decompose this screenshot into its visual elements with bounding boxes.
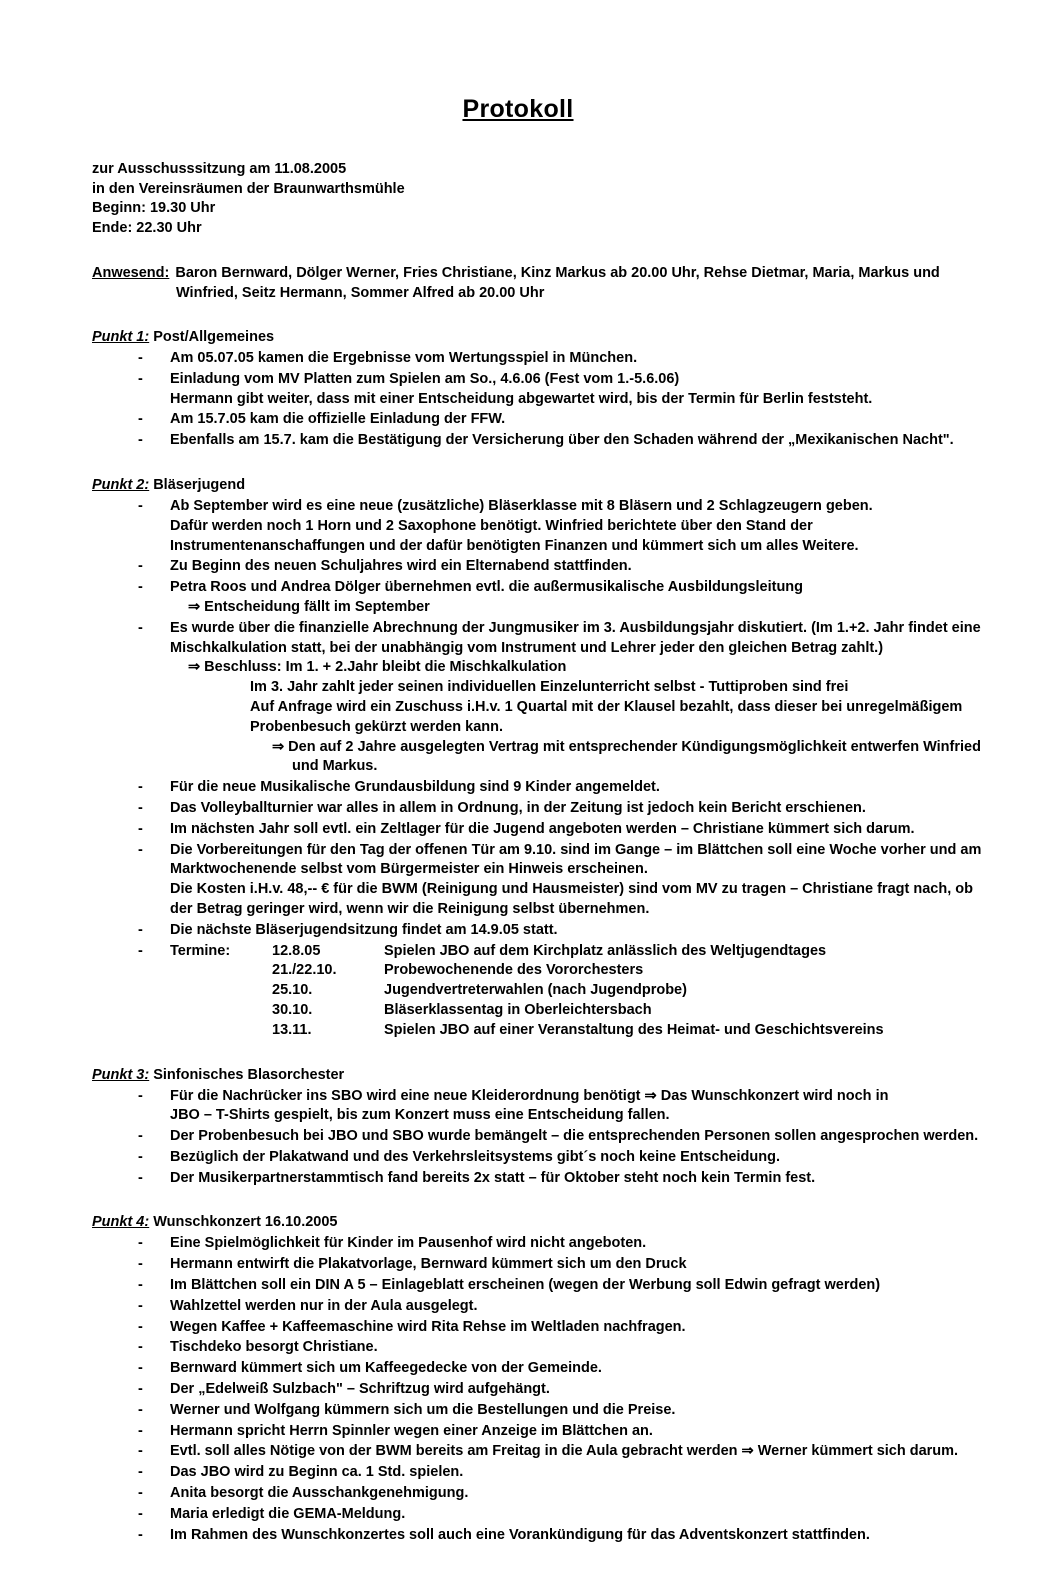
punkt-1-title: Post/Allgemeines [153, 329, 275, 345]
list-item [92, 619, 996, 777]
list-item-continuation: Marktwochenende selbst vom Bürgermeister ein Hinweis erscheinen. [170, 861, 648, 878]
list-item [92, 1401, 996, 1421]
list-item-text: Einladung vom MV Platten zum Spielen am So., 4.6.06 (Fest vom 1.-5.6.06) [170, 370, 680, 387]
list-item [92, 1127, 996, 1147]
meta-line-location: in den Vereinsräumen der Braunwarthsmühle [92, 180, 405, 197]
section-punkt-3 [92, 1065, 996, 1189]
attendees-label: Anwesend: [92, 265, 170, 281]
beschluss-line-2: Im 3. Jahr zahlt jeder seinen individuellen Einzelunterricht selbst - Tuttiproben sind frei [250, 679, 849, 696]
list-item-text: Die Vorbereitungen für den Tag der offenen Tür am 9.10. sind im Gange – im Blättchen soll eine Woche vorher und am [170, 841, 982, 858]
termine-date: 13.11. [272, 1021, 312, 1038]
list-item-continuation-2: Instrumentenanschaffungen und der dafür benötigten Finanzen und kümmert sich um alles Weitere. [170, 537, 859, 554]
list-item-continuation-2: Die Kosten i.H.v. 48,-- € für die BWM (Reinigung und Hausmeister) sind vom MV zu tragen – Christiane fragt nach, ob [170, 881, 973, 898]
list-item [92, 1087, 996, 1127]
punkt-4-title: Wunschkonzert 16.10.2005 [153, 1214, 338, 1231]
list-item [92, 820, 996, 840]
termine-label-spacer [170, 981, 272, 1001]
termine-date: 30.10. [272, 1001, 313, 1018]
punkt-4-label: Punkt 4: [92, 1214, 150, 1231]
list-item-text: Hermann entwirft die Plakatvorlage, Bernward kümmert sich um den Druck [170, 1256, 687, 1273]
list-item-text: Anita besorgt die Ausschankgenehmigung. [170, 1485, 469, 1502]
punkt-2-label: Punkt 2: [92, 476, 150, 493]
spacer [92, 1192, 996, 1212]
list-item-text: Hermann spricht Herrn Spinnler wegen einer Anzeige im Blättchen an. [170, 1422, 653, 1439]
list-item-text: Der Probenbesuch bei JBO und SBO wurde bemängelt – die entsprechenden Personen sollen angesprochen werden. [170, 1128, 979, 1145]
beschluss-line-5: ⇒ Den auf 2 Jahre ausgelegten Vertrag mit entsprechender Kündigungsmöglichkeit entwerfen Winfried [272, 738, 981, 755]
list-item-continuation: Hermann gibt weiter, dass mit einer Entscheidung abgewartet wird, bis der Termin für Berlin feststeht. [170, 390, 873, 407]
termine-description: Probewochenende des Vororchesters [384, 962, 644, 979]
meta-line-subject: zur Ausschusssitzung am 11.08.2005 [92, 161, 347, 177]
punkt-3-label: Punkt 3: [92, 1066, 150, 1083]
list-item-text: Eine Spielmöglichkeit für Kinder im Pausenhof wird nicht angeboten. [170, 1235, 647, 1252]
meta-line-end: Ende: 22.30 Uhr [92, 219, 202, 236]
list-item-text: Für die Nachrücker ins SBO wird eine neue Kleiderordnung benötigt ⇒ Das Wunschkonzert wird noch in [170, 1087, 889, 1104]
list-item [92, 1338, 996, 1358]
list-item [92, 1442, 996, 1462]
termine-description: Spielen JBO auf dem Kirchplatz anlässlich des Weltjugendtages [384, 942, 827, 959]
beschluss-line-3: Auf Anfrage wird ein Zuschuss i.H.v. 1 Quartal mit der Klausel bezahlt, dass dieser bei unregelmäßigem [250, 698, 963, 715]
list-item [92, 1380, 996, 1400]
list-item-text: Ebenfalls am 15.7. kam die Bestätigung der Versicherung über den Schaden während der „Mexikanischen Nacht". [170, 432, 954, 449]
list-item [92, 557, 996, 577]
termine-row [170, 1021, 996, 1041]
termine-date: 21./22.10. [272, 962, 337, 979]
list-item [92, 1276, 996, 1296]
list-item [92, 1318, 996, 1338]
list-item [92, 1526, 996, 1546]
termine-row [170, 1001, 996, 1021]
list-item-text: Zu Beginn des neuen Schuljahres wird ein Elternabend stattfinden. [170, 558, 632, 575]
beschluss-line-1: ⇒ Beschluss: Im 1. + 2.Jahr bleibt die Mischkalkulation [188, 659, 567, 676]
attendees-block [92, 264, 996, 303]
beschluss-line-4: Probenbesuch gekürzt werden kann. [250, 718, 503, 735]
punkt-3-title: Sinfonisches Blasorchester [153, 1066, 345, 1083]
list-item-termine [92, 942, 996, 1041]
list-item-text: Das Volleyballturnier war alles in allem in Ordnung, in der Zeitung ist jedoch kein Bericht erschienen. [170, 799, 866, 816]
attendees-line-2: Winfried, Seitz Hermann, Sommer Alfred ab 20.00 Uhr [176, 284, 545, 301]
list-item-text: Maria erledigt die GEMA-Meldung. [170, 1505, 406, 1522]
list-item-text: Der „Edelweiß Sulzbach" – Schriftzug wird aufgehängt. [170, 1381, 550, 1398]
list-item [92, 1505, 996, 1525]
spacer [92, 455, 996, 475]
list-item [92, 1234, 996, 1254]
list-item [92, 497, 996, 556]
list-item-text: Evtl. soll alles Nötige von der BWM bereits am Freitag in die Aula gebracht werden ⇒ Werner kümmert sich darum. [170, 1443, 959, 1460]
meeting-meta [92, 160, 996, 238]
list-item-decision: ⇒ Entscheidung fällt im September [188, 598, 430, 615]
punkt-4-list [92, 1234, 996, 1545]
termine-label-spacer [170, 1001, 272, 1021]
list-item [92, 1148, 996, 1168]
section-heading-punkt-3 [92, 1065, 996, 1085]
list-item [92, 410, 996, 430]
list-item [92, 578, 996, 618]
meta-line-start: Beginn: 19.30 Uhr [92, 200, 216, 216]
list-item [92, 1255, 996, 1275]
termine-label: - Termine: [170, 942, 231, 959]
list-item [92, 1169, 996, 1189]
list-item [92, 431, 996, 451]
punkt-1-label: Punkt 1: [92, 329, 150, 345]
list-item-text: Am 05.07.05 kamen die Ergebnisse vom Wertungsspiel in München. [170, 350, 638, 366]
termine-row [170, 942, 996, 962]
termine-description: Jugendvertreterwahlen (nach Jugendprobe) [384, 982, 687, 999]
list-item-text: Wegen Kaffee + Kaffeemaschine wird Rita Rehse im Weltladen nachfragen. [170, 1318, 686, 1335]
section-punkt-4 [92, 1212, 996, 1545]
list-item [92, 1463, 996, 1483]
termine-row [170, 981, 996, 1001]
termine-description: Bläserklassentag in Oberleichtersbach [384, 1001, 652, 1018]
page-title: Protokoll [462, 95, 574, 123]
list-item-text: Werner und Wolfgang kümmern sich um die Bestellungen und die Preise. [170, 1401, 676, 1418]
list-item-text: Bernward kümmert sich um Kaffeegedecke von der Gemeinde. [170, 1360, 602, 1377]
attendees-line-1: Baron Bernward, Dölger Werner, Fries Christiane, Kinz Markus ab 20.00 Uhr, Rehse Dietmar, Maria, Markus und [175, 265, 940, 281]
termine-date: 12.8.05 [272, 942, 321, 959]
list-item [92, 370, 996, 410]
list-item-text: Bezüglich der Plakatwand und des Verkehrsleitsystems gibt´s noch keine Entscheidung. [170, 1148, 780, 1165]
list-item-text: Wahlzettel werden nur in der Aula ausgelegt. [170, 1297, 478, 1314]
list-item [92, 841, 996, 920]
list-item-text: Petra Roos und Andrea Dölger übernehmen evtl. die außermusikalische Ausbildungsleitung [170, 579, 804, 596]
punkt-2-title: Bläserjugend [153, 476, 246, 493]
list-item-text: Am 15.7.05 kam die offizielle Einladung der FFW. [170, 411, 506, 428]
list-item-text: Im Rahmen des Wunschkonzertes soll auch eine Vorankündigung für das Adventskonzert stattfinden. [170, 1526, 870, 1543]
termine-date: 25.10. [272, 982, 313, 999]
punkt-1-list [92, 349, 996, 451]
list-item-text: Im nächsten Jahr soll evtl. ein Zeltlager für die Jugend angeboten werden – Christiane kümmert sich darum. [170, 820, 915, 837]
list-item-text: Die nächste Bläserjugendsitzung findet am 14.9.05 statt. [170, 921, 558, 938]
termine-label-spacer [170, 961, 272, 981]
list-item [92, 778, 996, 798]
list-item-text: Tischdeko besorgt Christiane. [170, 1339, 378, 1356]
termine-description: Spielen JBO auf einer Veranstaltung des Heimat- und Geschichtsvereins [384, 1021, 884, 1038]
list-item [92, 799, 996, 819]
section-heading-punkt-4 [92, 1212, 996, 1232]
punkt-2-list [92, 497, 996, 1041]
list-item-continuation: JBO – T-Shirts gespielt, bis zum Konzert muss eine Entscheidung fallen. [170, 1107, 670, 1124]
list-item-continuation: Mischkalkulation statt, bei der unabhängig vom Instrument und Lehrer jeder den gleichen Betrag zahlt.) [170, 639, 884, 656]
list-item-text: Im Blättchen soll ein DIN A 5 – Einlageblatt erscheinen (wegen der Werbung soll Edwin gefragt werden) [170, 1277, 881, 1294]
termine-row [170, 961, 996, 981]
list-item-continuation-3: der Betrag geringer wird, wenn wir die Reinigung selbst übernehmen. [170, 900, 650, 917]
list-item [92, 1297, 996, 1317]
list-item-text: Es wurde über die finanzielle Abrechnung der Jungmusiker im 3. Ausbildungsjahr diskutiert. (Im 1.+2. Jahr findet eine [170, 619, 981, 636]
termine-label-spacer [170, 1021, 272, 1041]
list-item-text: Das JBO wird zu Beginn ca. 1 Std. spielen. [170, 1464, 464, 1481]
list-item-continuation: Dafür werden noch 1 Horn und 2 Saxophone benötigt. Winfried berichtete über den Stand der [170, 517, 813, 534]
list-item [92, 921, 996, 941]
punkt-3-list [92, 1087, 996, 1189]
list-item [92, 1422, 996, 1442]
section-heading-punkt-2 [92, 475, 996, 495]
list-item [92, 349, 996, 369]
beschluss-line-6: und Markus. [292, 758, 378, 775]
spacer [92, 1045, 996, 1065]
list-item-text: Ab September wird es eine neue (zusätzliche) Bläserklasse mit 8 Bläsern und 2 Schlagzeugern geben. [170, 497, 873, 514]
list-item [92, 1359, 996, 1379]
section-punkt-1 [92, 327, 996, 451]
list-item-text: Der Musikerpartnerstammtisch fand bereits 2x statt – für Oktober steht noch kein Termin fest. [170, 1169, 816, 1186]
section-punkt-2 [92, 475, 996, 1041]
section-heading-punkt-1 [92, 327, 996, 347]
list-item [92, 1484, 996, 1504]
list-item-text: Für die neue Musikalische Grundausbildung sind 9 Kinder angemeldet. [170, 779, 660, 796]
